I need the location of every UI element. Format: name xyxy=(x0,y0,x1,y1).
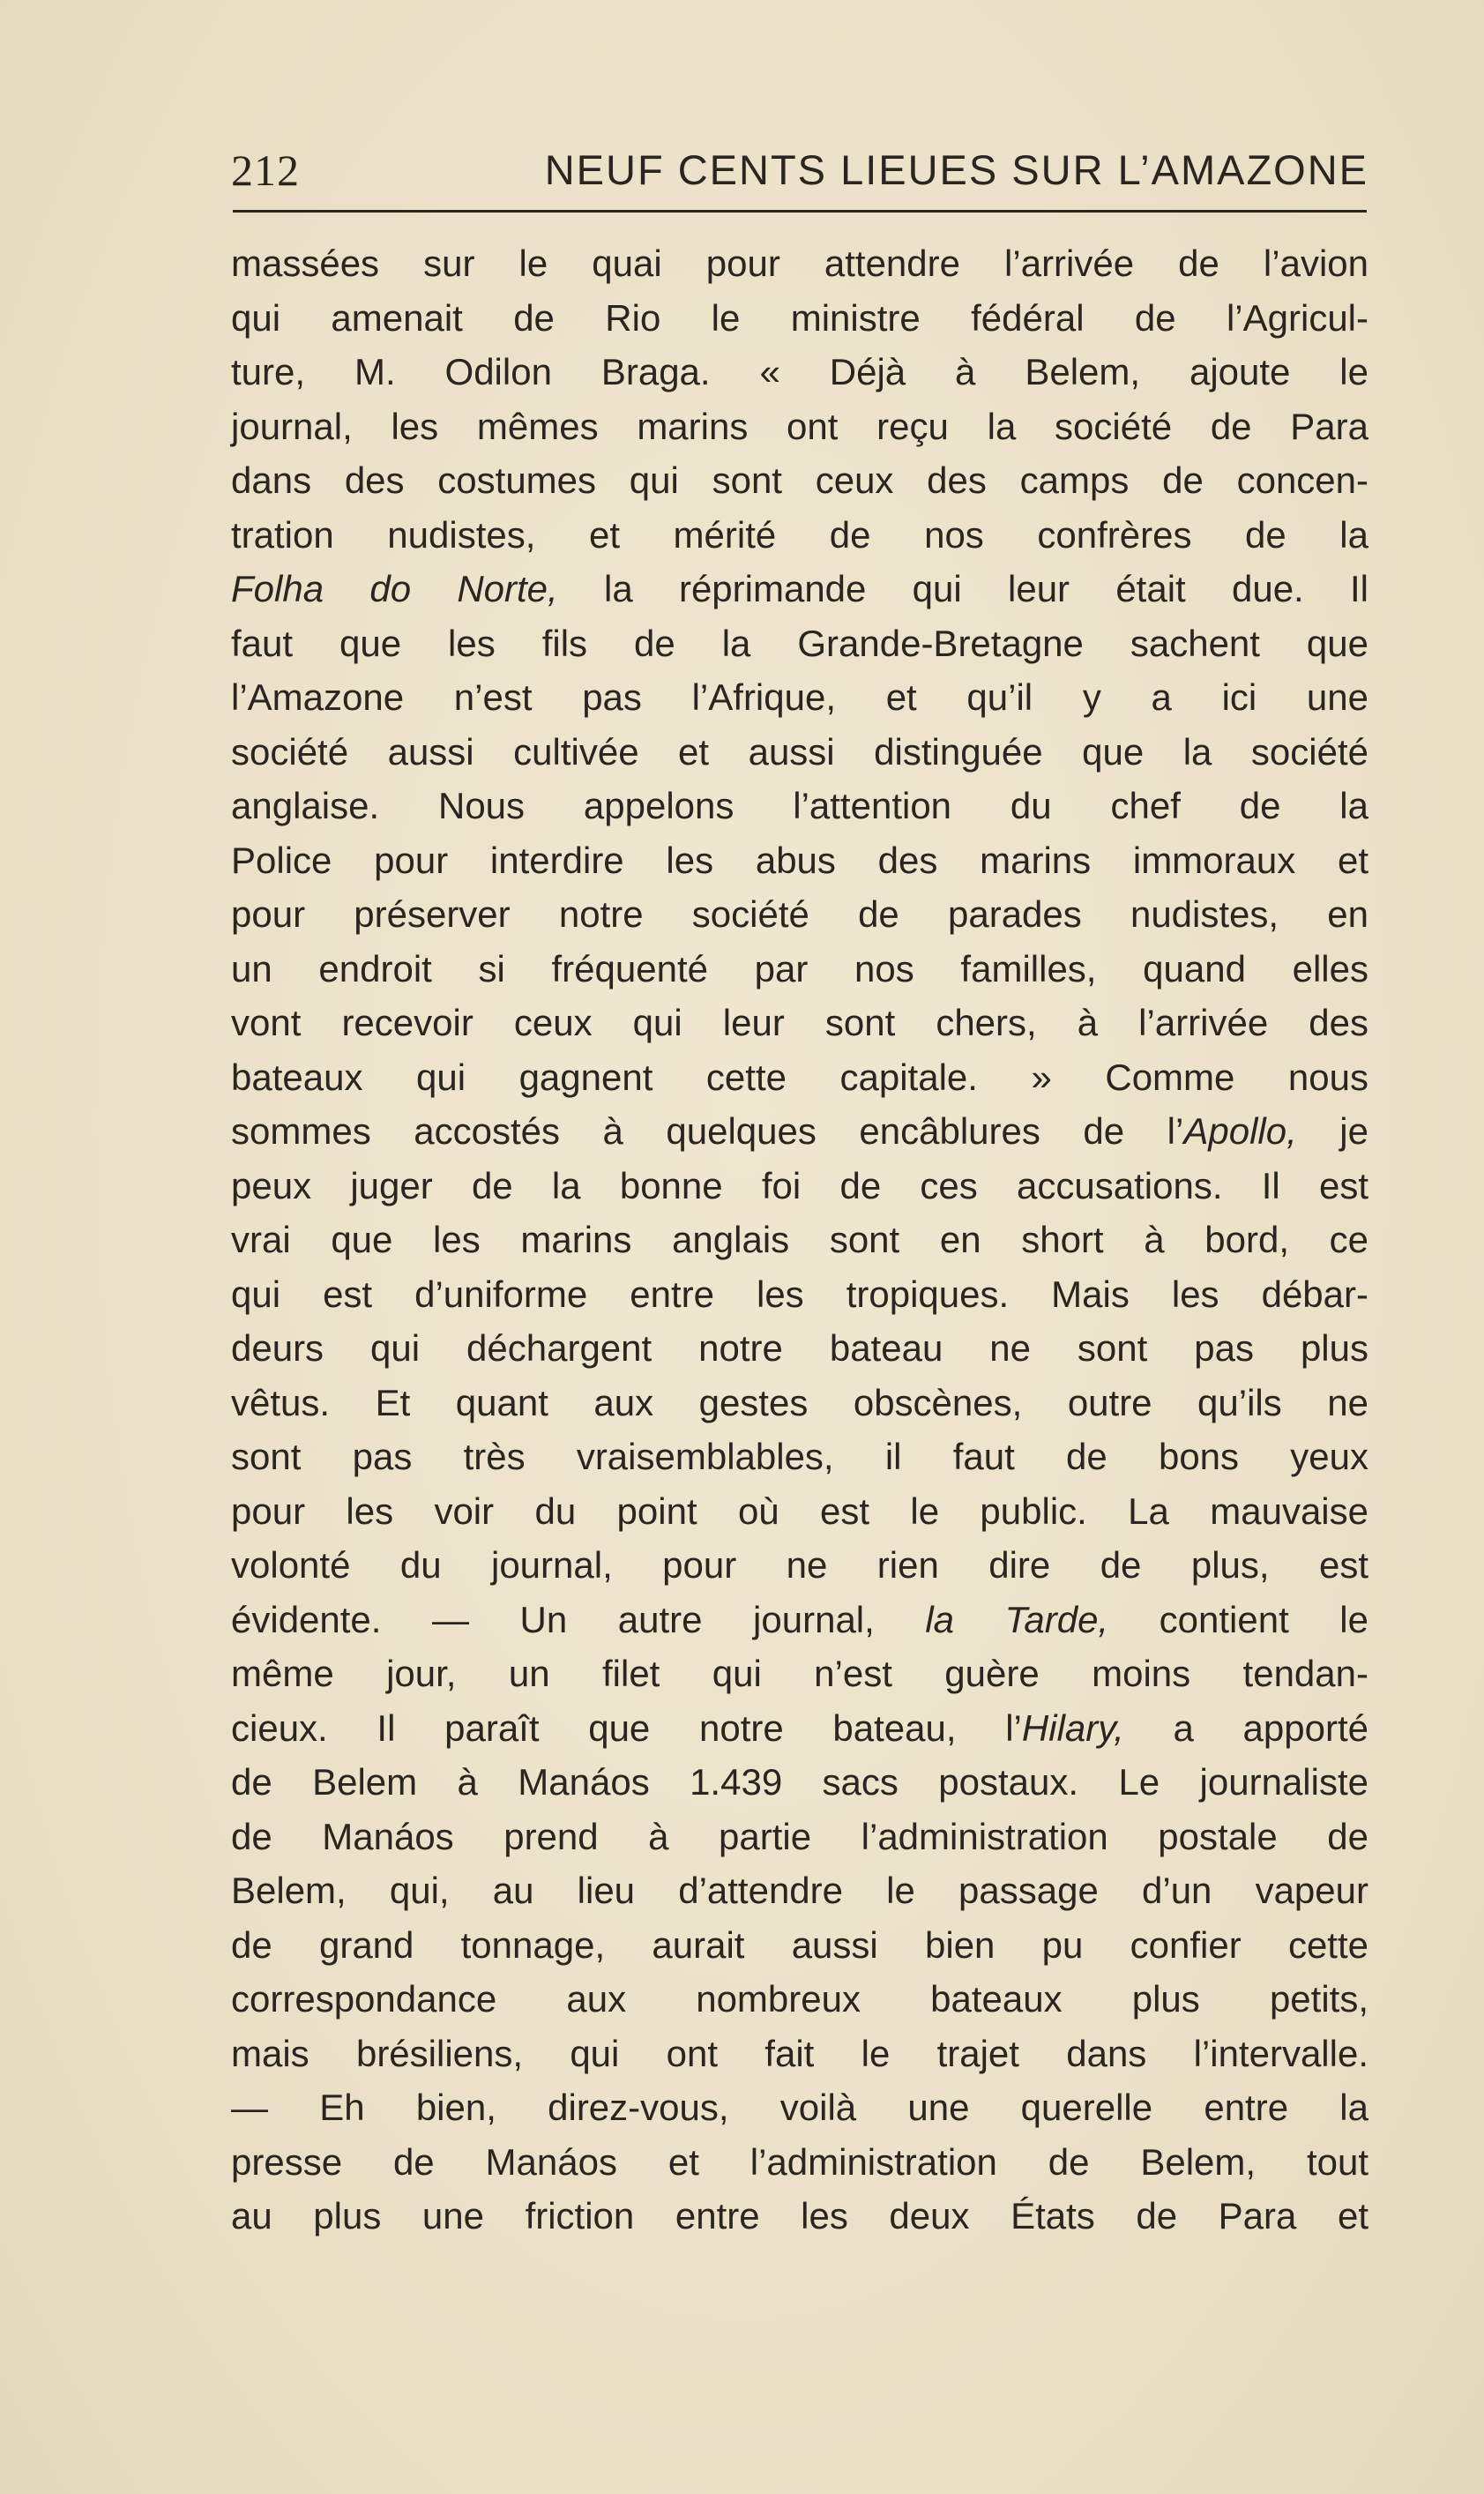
italic-ship-hilary: Hilary, xyxy=(1021,1706,1124,1749)
italic-ship-apollo: Apollo, xyxy=(1183,1110,1297,1152)
text-line: au plus une friction entre les deux États de Para et xyxy=(231,2195,1368,2236)
text-line: de Belem à Manáos 1.439 sacs postaux. Le journaliste xyxy=(231,1761,1368,1803)
text-line: — Eh bien, direz-vous, voilà une querelle entre la xyxy=(231,2087,1368,2128)
text-line: volonté du journal, pour ne rien dire de plus, est xyxy=(231,1544,1368,1586)
text-line: de Manáos prend à partie l’administration postale de xyxy=(231,1815,1368,1857)
text-line: massées sur le quai pour attendre l’arrivée de l’avion xyxy=(231,243,1368,284)
page-number: 212 xyxy=(231,146,300,195)
text-line: Folha do Norte, la réprimande qui leur était due. Il xyxy=(231,568,1368,609)
text-line: anglaise. Nous appelons l’attention du chef de la xyxy=(231,785,1368,826)
text-line: même jour, un filet qui n’est guère moins tendan- xyxy=(231,1653,1368,1694)
text-line: vêtus. Et quant aux gestes obscènes, outre qu’ils ne xyxy=(231,1381,1368,1423)
text-line: correspondance aux nombreux bateaux plus petits, xyxy=(231,1978,1368,2020)
text-line: l’Amazone n’est pas l’Afrique, et qu’il y a ici une xyxy=(231,676,1368,718)
italic-title-folha: Folha do Norte, xyxy=(231,568,558,609)
italic-title-tarde: la Tarde, xyxy=(925,1598,1109,1640)
text-line: bateaux qui gagnent cette capitale. » Comme nous xyxy=(231,1056,1368,1098)
header-rule xyxy=(233,210,1367,213)
text-line: évidente. — Un autre journal, la Tarde, contient le xyxy=(231,1598,1368,1640)
text-line: tration nudistes, et mérité de nos confrères de la xyxy=(231,513,1368,556)
text-line: sommes accostés à quelques encâblures de l’Apollo, je xyxy=(231,1110,1368,1152)
text-line: de grand tonnage, aurait aussi bien pu confier cette xyxy=(231,1923,1368,1966)
text-line: un endroit si fréquenté par nos familles, quand elles xyxy=(231,947,1368,989)
page-header xyxy=(231,139,1368,201)
text-line: Police pour interdire les abus des marins immoraux et xyxy=(231,839,1368,881)
text-line: dans des costumes qui sont ceux des camps de concen- xyxy=(231,459,1368,501)
text-line: qui amenait de Rio le ministre fédéral de l’Agricul- xyxy=(231,296,1368,339)
body-text xyxy=(231,236,1368,2244)
text-line: pour préserver notre société de parades nudistes, en xyxy=(231,893,1368,935)
text-line: Belem, qui, au lieu d’attendre le passage d’un vapeur xyxy=(231,1870,1368,1911)
text-line: société aussi cultivée et aussi distinguée que la société xyxy=(231,730,1368,773)
running-title: NEUF CENTS LIEUES SUR L’AMAZONE xyxy=(544,146,1368,193)
text-line: qui est d’uniforme entre les tropiques. Mais les débar- xyxy=(231,1273,1368,1315)
text-line: journal, les mêmes marins ont reçu la société de Para xyxy=(231,405,1368,447)
text-line: ture, M. Odilon Braga. « Déjà à Belem, ajoute le xyxy=(231,351,1368,392)
text-line: vont recevoir ceux qui leur sont chers, à l’arrivée des xyxy=(231,1002,1368,1043)
text-line: vrai que les marins anglais sont en short à bord, ce xyxy=(231,1219,1368,1260)
text-line: sont pas très vraisemblables, il faut de bons yeux xyxy=(231,1436,1368,1477)
text-line: faut que les fils de la Grande-Bretagne sachent que xyxy=(231,622,1368,664)
text-line: peux juger de la bonne foi de ces accusations. Il est xyxy=(231,1164,1368,1206)
text-line: presse de Manáos et l’administration de Belem, tout xyxy=(231,2140,1368,2183)
text-line: deurs qui déchargent notre bateau ne sont pas plus xyxy=(231,1327,1368,1369)
text-line: mais brésiliens, qui ont fait le trajet dans l’intervalle. xyxy=(231,2032,1368,2074)
text-line: cieux. Il paraît que notre bateau, l’Hilary, a apporté xyxy=(231,1706,1368,1749)
text-line: pour les voir du point où est le public. La mauvaise xyxy=(231,1490,1368,1532)
